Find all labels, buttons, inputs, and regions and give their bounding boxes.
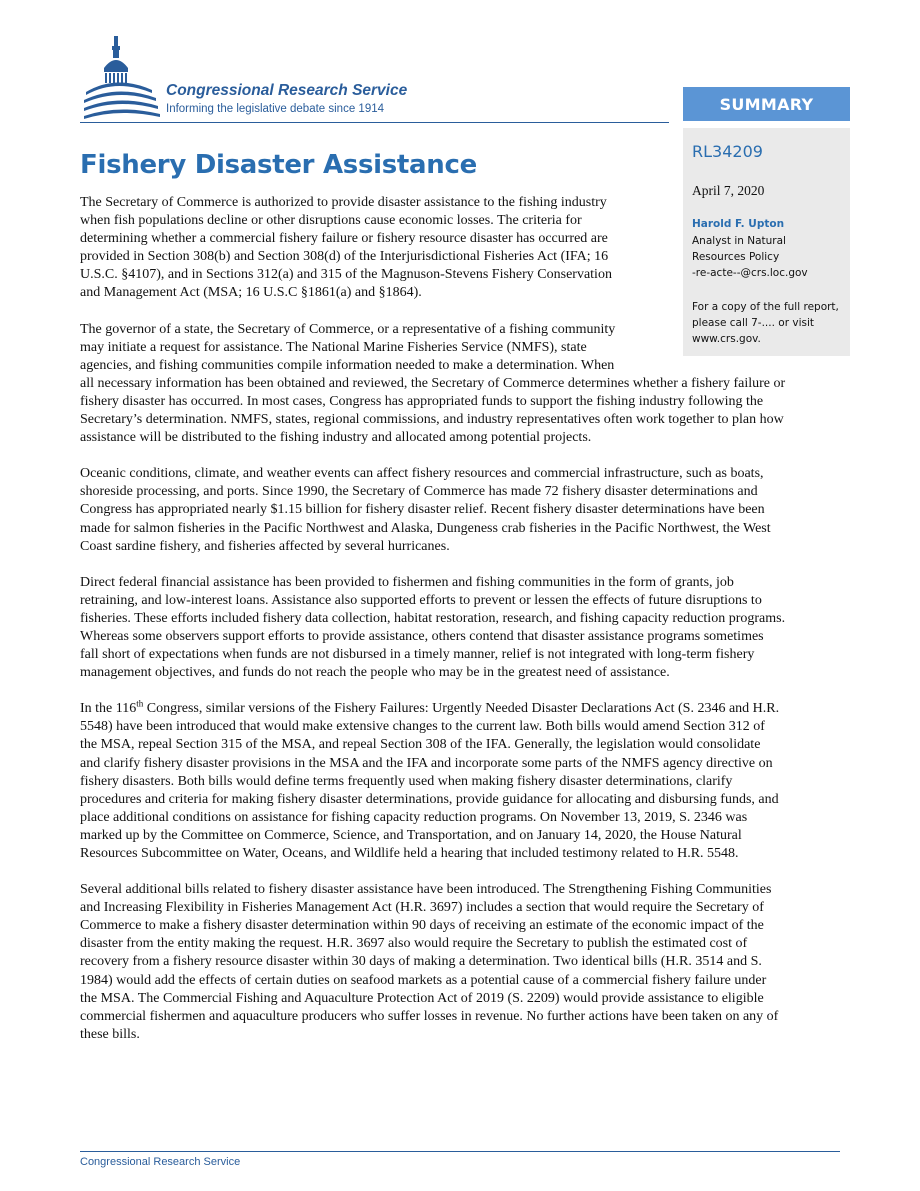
report-date: April 7, 2020 [692, 183, 765, 198]
text-line: fisheries. These efforts included fishery data collection, habitat restoration, research, and fishing capacity reduction programs. [80, 610, 786, 626]
text-line: Coast sardine fishery, and fisheries affected by several hurricanes. [80, 538, 450, 554]
text-line: when fish populations decline or other disruptions cause economic losses. The criteria for [80, 213, 582, 229]
text-line: The Secretary of Commerce is authorized to provide disaster assistance to the fishing industry [80, 195, 607, 210]
ordinal-suffix: th [136, 698, 144, 709]
text-line: Oceanic conditions, climate, and weather events can affect fishery resources and commercial infrastructure, such as boats, [80, 466, 764, 482]
text-line: Commerce to make a fishery disaster determination within 90 days of receiving an estimate of the economic impact of the [80, 918, 764, 934]
text-line: all necessary information has been obtained and reviewed, the Secretary of Commerce determines whether a fishery failure or [80, 375, 786, 391]
org-name: Congressional Research Service [166, 82, 408, 99]
org-tagline: Informing the legislative debate since 1914 [166, 103, 385, 115]
author-name: Harold F. Upton [692, 218, 785, 230]
copy-note-line-1: For a copy of the full report, [692, 301, 839, 313]
text-line: Secretary’s determination. NMFS, states, regional commissions, and industry representatives often work together to plan how [80, 412, 784, 428]
text-line: U.S.C. §4107), and in Sections 312(a) and 315 of the Magnuson-Stevens Fishery Conservation [80, 267, 612, 283]
text-line: the MSA, repeal Section 315 of the MSA, and repeal Section 308 of the IFA. Generally, the legislation would consolidate [80, 737, 761, 753]
text-line: procedures and criteria for making fishery disaster determinations, provide guidance for allocating and disbursing funds, and [80, 791, 779, 807]
text-line: made for salmon fisheries in the Pacific Northwest and Alaska, Dungeness crab fisheries in the Pacific Northwest, the West [80, 520, 771, 536]
text-line: Resources Subcommittee on Water, Oceans, and Wildlife held a hearing that included testimony related to H.R. 5548. [80, 846, 739, 861]
footer-divider [80, 1151, 840, 1152]
summary-body [80, 194, 850, 1062]
text-line: and Increasing Flexibility in Fisheries Management Act (H.R. 3697) includes a section that would require the Secretary of [80, 900, 764, 916]
text-line: may initiate a request for assistance. The National Marine Fisheries Service (NMFS), state [80, 339, 587, 355]
report-number: RL34209 [692, 142, 763, 161]
text-line: the MSA. The Commercial Fishing and Aquaculture Protection Act of 2019 (S. 2209) would provide assistance to eligible [80, 990, 764, 1006]
paragraph-5 [80, 700, 850, 863]
text-line: retraining, and low-interest loans. Assistance also supported efforts to prevent or lessen the effects of future disruptions to [80, 592, 762, 608]
text-line: these bills. [80, 1026, 140, 1042]
paragraph-2 [80, 321, 850, 448]
text-line: recovery from a fishery resource disaster within 30 days of making a determination. Two identical bills (H.R. 3514 and S. [80, 954, 762, 970]
crs-header [80, 30, 670, 124]
text-line: assistance will be distributed to the fishing industry and allocated among potential projects. [80, 430, 592, 446]
text-line: fishery disasters. Both bills would define terms frequently used when making fishery disaster determinations, clarify [80, 773, 733, 789]
header-divider [80, 122, 669, 123]
text-line: Several additional bills related to fishery disaster assistance have been introduced. The Strengthening Fishing Communities [80, 882, 772, 898]
text-line: shoreside processing, and ports. Since 1990, the Secretary of Commerce has made 72 fishery disaster determinations and [80, 484, 758, 500]
text-line: and Management Act (MSA; 16 U.S.C §1861(a) and §1864). [80, 285, 422, 301]
text-line: Congress has appropriated nearly $1.15 billion for fishery disaster relief. Recent fishery disaster determinations have been [80, 502, 765, 518]
text-fragment: In the 116 [80, 701, 137, 717]
text-line: provided in Section 308(b) and Section 308(d) of the Interjurisdictional Fisheries Act (IFA; 16 [80, 249, 609, 265]
text-line: agencies, and fishing communities compile information needed to make a determination. When [80, 357, 615, 373]
text-line: commercial fishermen and aquaculture producers who suffer losses in revenue. No further actions have been taken on any of [80, 1008, 779, 1024]
text-line: marked up by the Committee on Commerce, Science, and Transportation, and on January 14, 2020, the House Natural [80, 827, 742, 843]
author-email[interactable]: -re-acte--@crs.loc.gov [692, 267, 808, 279]
text-line: management objectives, and funds do not reach the people who may be in the greatest need of assistance. [80, 665, 670, 681]
capitol-dome-icon [82, 34, 160, 122]
paragraph-1 [80, 194, 850, 303]
paragraph-4 [80, 574, 850, 683]
text-line: Whereas some observers support efforts to provide assistance, others contend that disaster assistance programs sometimes [80, 628, 764, 644]
text-fragment: Congress, similar versions of the Fishery Failures: Urgently Needed Disaster Declarations Act (S. 2346 and H.R. [143, 701, 780, 717]
copy-note-line-2: please call 7-.... or visit [692, 317, 814, 329]
author-title-line-1: Analyst in Natural [692, 235, 786, 247]
text-line: fall short of expectations when funds are not disbursed in a timely manner, relief is not integrated with long-term fishery [80, 647, 755, 663]
text-line: determining whether a commercial fishery failure or fishery resource disaster has occurred are [80, 231, 608, 247]
text-line: place additional conditions on assistance for fishing capacity reduction programs. On November 13, 2019, S. 2346 was [80, 809, 748, 825]
text-line: 1984) would add the effects of certain duties on seafood markets as a potential cause of a commercial fishery failure under [80, 972, 767, 988]
copy-note-link[interactable]: www.crs.gov. [692, 333, 761, 345]
paragraph-6 [80, 881, 850, 1044]
paragraph-3 [80, 465, 850, 555]
text-line: fishery disaster has occurred. In most cases, Congress has appropriated funds to support the fishing industry following the [80, 393, 764, 409]
text-line: disaster from the entity making the request. H.R. 3697 also would require the Secretary to publish the estimated cost of [80, 936, 748, 952]
footer-org-name: Congressional Research Service [80, 1156, 241, 1168]
text-line: The governor of a state, the Secretary of Commerce, or a representative of a fishing community [80, 321, 616, 337]
text-line: 5548) have been introduced that would make extensive changes to the current law. Both bills would amend Section 312 of [80, 719, 765, 735]
author-title-line-2: Resources Policy [692, 251, 780, 263]
summary-tab: SUMMARY [683, 87, 850, 121]
report-title: Fishery Disaster Assistance [80, 150, 477, 180]
text-line: and clarify fishery disaster provisions in the MSA and the IFA and incorporate some parts of the NMFS agency directive on [80, 755, 773, 771]
text-line: Direct federal financial assistance has been provided to fishermen and fishing communities in the form of grants, job [80, 574, 734, 590]
text-line [80, 700, 850, 718]
